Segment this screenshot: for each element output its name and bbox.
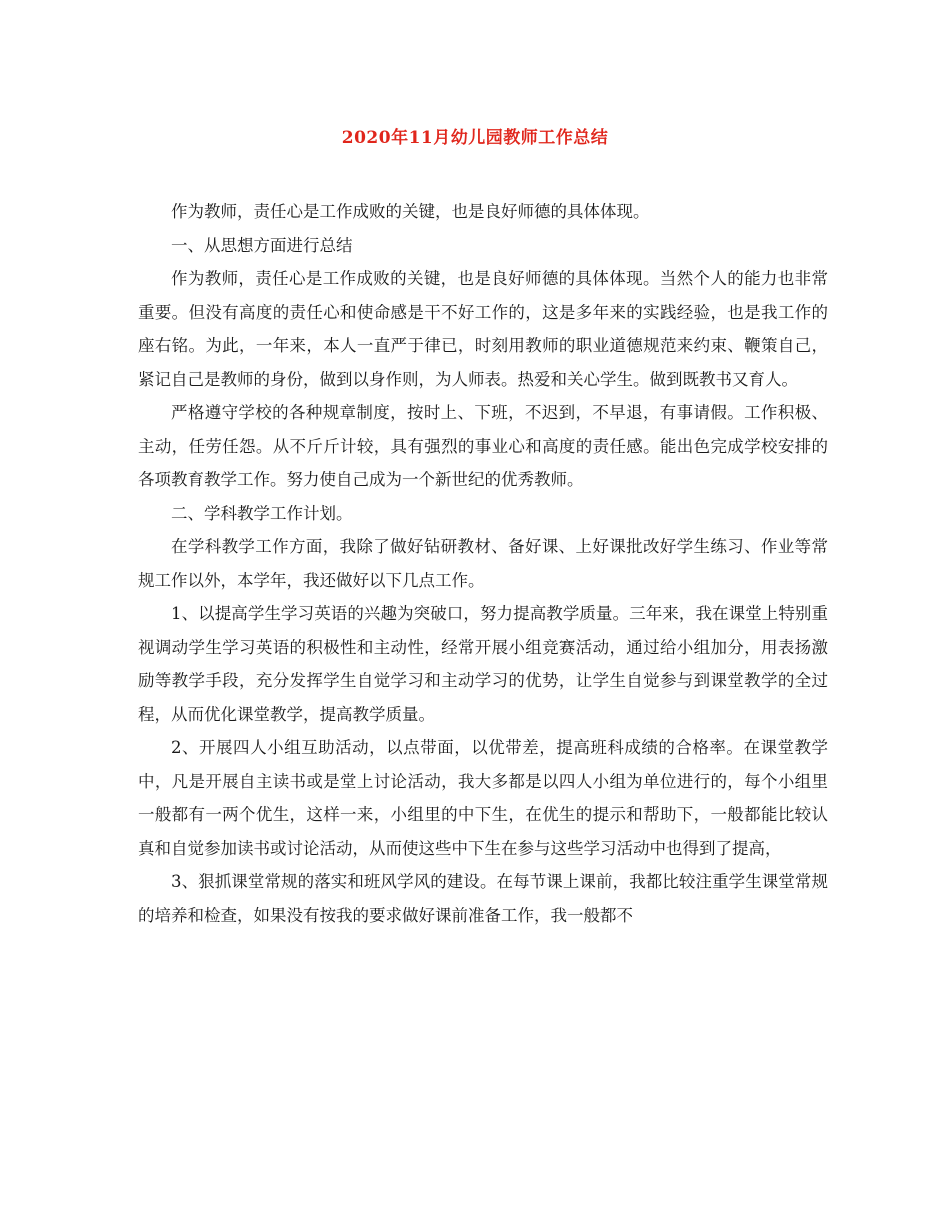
document-title: 2020年11月幼儿园教师工作总结 — [341, 128, 609, 148]
body-paragraph: 2、开展四人小组互助活动，以点带面，以优带差，提高班科成绩的合格率。在课堂教学中，凡是开展自主读书或是堂上讨论活动，我大多都是以四人小组为单位进行的，每个小组里一般都有一两个优生，这样一来，小组里的中下生，在优生的提示和帮助下，一般都能比较认真和自觉参加读书或讨论活动，从而使这些中下生在参与这些学习活动中也得到了提高， — [138, 738, 828, 858]
body-paragraph: 1、以提高学生学习英语的兴趣为突破口，努力提高教学质量。三年来，我在课堂上特别重视调动学生学习英语的积极性和主动性，经常开展小组竞赛活动，通过给小组加分，用表扬激励等教学手段，充分发挥学生自觉学习和主动学习的优势，让学生自觉参与到课堂教学的全过程，从而优化课堂教学，提高教学质量。 — [138, 604, 828, 724]
section-heading-teaching: 二、学科教学工作计划。 — [171, 503, 353, 523]
intro-paragraph: 作为教师，责任心是工作成败的关键，也是良好师德的具体体现。 — [171, 202, 650, 221]
document-body — [138, 195, 828, 932]
body-paragraph: 作为教师，责任心是工作成败的关键，也是良好师德的具体体现。当然个人的能力也非常重要。但没有高度的责任心和使命感是干不好工作的，这是多年来的实践经验，也是我工作的座右铭。为此，一年来，本人一直严于律已，时刻用教师的职业道德规范来约束、鞭策自己，紧记自己是教师的身份，做到以身作则，为人师表。热爱和关心学生。做到既教书又育人。 — [138, 269, 828, 389]
body-paragraph: 严格遵守学校的各种规章制度，按时上、下班，不迟到，不早退，有事请假。工作积极、主动，任劳任怨。从不斤斤计较，具有强烈的事业心和高度的责任感。能出色完成学校安排的各项教育教学工作。努力使自己成为一个新世纪的优秀教师。 — [138, 403, 828, 489]
section-heading-thought: 一、从思想方面进行总结 — [171, 235, 353, 255]
body-paragraph: 3、狠抓课堂常规的落实和班风学风的建设。在每节课上课前，我都比较注重学生课堂常规的培养和检查，如果没有按我的要求做好课前准备工作，我一般都不 — [138, 872, 828, 925]
body-paragraph: 在学科教学工作方面，我除了做好钻研教材、备好课、上好课批改好学生练习、作业等常规工作以外，本学年，我还做好以下几点工作。 — [138, 537, 828, 590]
